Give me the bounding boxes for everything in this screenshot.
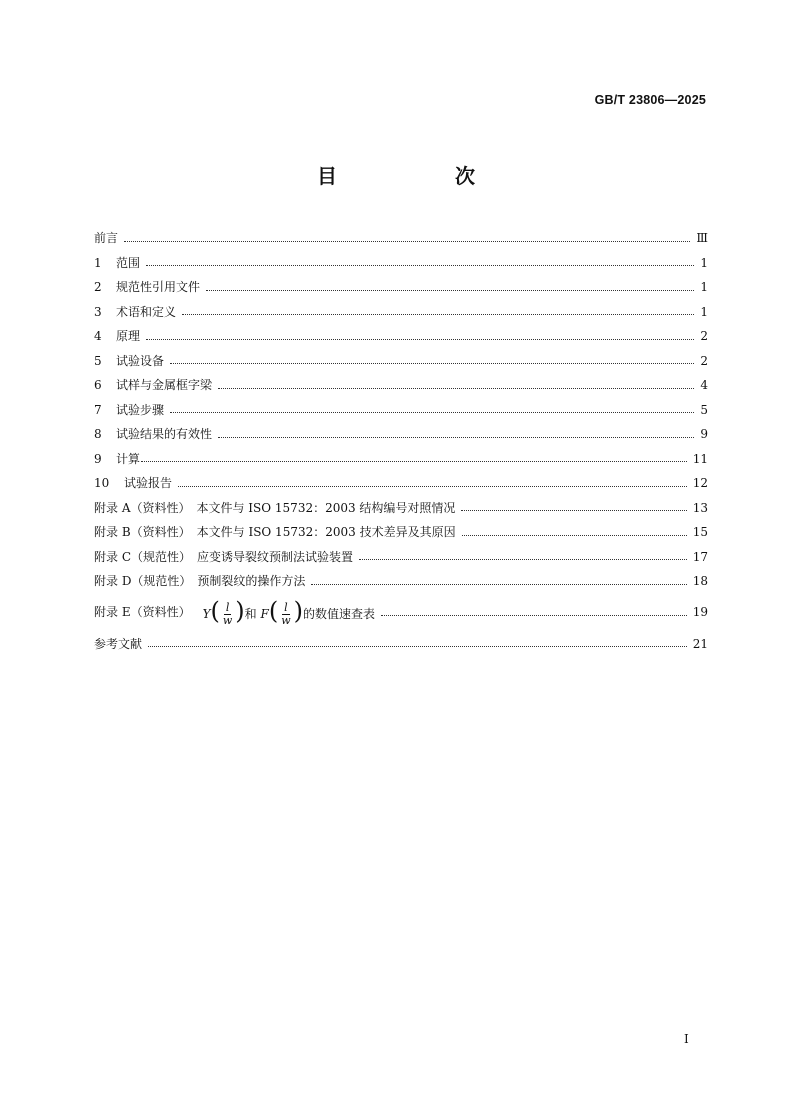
toc-entry-number: 1 xyxy=(94,255,102,270)
toc-entry-label: 计算 xyxy=(116,451,141,466)
toc-entry-3[interactable] xyxy=(94,300,708,325)
toc-entry-foreword[interactable] xyxy=(94,226,708,251)
dot-leader xyxy=(124,241,690,242)
toc-page-number: 2 xyxy=(700,353,708,368)
toc-entry-number: 4 xyxy=(94,329,102,343)
fraction-denominator: w xyxy=(222,613,233,627)
joiner-text: 和 xyxy=(244,606,257,621)
toc-entry-number: 8 xyxy=(94,427,102,441)
toc-entry-9[interactable] xyxy=(94,447,708,472)
toc-page-number: 1 xyxy=(700,280,708,294)
left-paren: ( xyxy=(210,596,220,625)
dot-leader xyxy=(461,510,686,511)
toc-entry-number: 2 xyxy=(94,280,102,294)
formula xyxy=(202,596,376,627)
toc-entry-7[interactable] xyxy=(94,398,708,423)
toc-entry-number: 7 xyxy=(94,402,102,417)
toc-entry-label: 附录 A（资料性） 本文件与 ISO 15732：2003 结构编号对照情况 xyxy=(94,500,456,515)
toc-entry-number: 3 xyxy=(94,304,102,319)
dot-leader xyxy=(148,646,687,647)
toc-entry-8[interactable] xyxy=(94,422,708,447)
fraction-numerator: l xyxy=(225,600,230,614)
dot-leader xyxy=(359,559,687,560)
toc-page-number: 17 xyxy=(692,549,708,564)
toc-entry-6[interactable] xyxy=(94,373,708,398)
toc-entry-label: 试验设备 xyxy=(116,353,165,368)
toc-entry-2[interactable] xyxy=(94,275,708,300)
toc-entry-label: 试样与金属框字梁 xyxy=(116,378,213,392)
fraction-denominator: w xyxy=(281,613,291,627)
dot-leader xyxy=(178,486,687,487)
dot-leader xyxy=(311,584,686,585)
toc-page-number: 18 xyxy=(692,574,708,588)
dot-leader xyxy=(170,363,694,364)
toc-page-number: Ⅲ xyxy=(696,231,708,245)
toc-entry-label: 附录 C（规范性） 应变诱导裂纹预制法试验装置 xyxy=(94,549,353,564)
standard-code: GB/T 23806—2025 xyxy=(594,93,706,107)
toc-page-number: 5 xyxy=(700,402,708,417)
toc-entry-annex-b[interactable] xyxy=(94,520,708,545)
dot-leader xyxy=(146,265,694,266)
toc-entry-label: 前言 xyxy=(94,231,119,245)
toc-entry-label: 附录 B（资料性） 本文件与 ISO 15732：2003 技术差异及其原因 xyxy=(94,525,456,539)
toc-entry-number: 9 xyxy=(94,451,102,466)
dot-leader xyxy=(218,388,694,389)
toc-entry-label: 规范性引用文件 xyxy=(116,280,201,294)
toc-entry-number: 5 xyxy=(94,353,102,368)
toc-entry-label: 范围 xyxy=(116,255,141,270)
right-paren: ) xyxy=(293,596,304,625)
toc-entry-number: 10 xyxy=(94,476,110,490)
table-of-contents xyxy=(94,226,708,656)
toc-entry-label: 试验步骤 xyxy=(116,402,165,417)
fraction xyxy=(221,602,234,627)
dot-leader xyxy=(218,437,694,438)
toc-entry-annex-e[interactable] xyxy=(94,594,708,632)
toc-page-number: 4 xyxy=(700,378,708,392)
toc-entry-label: 试验结果的有效性 xyxy=(116,427,213,441)
fraction xyxy=(279,602,292,627)
toc-page-number: 15 xyxy=(692,525,708,539)
toc-page-number: 13 xyxy=(692,500,708,515)
toc-entry-10[interactable] xyxy=(94,471,708,496)
toc-entry-4[interactable] xyxy=(94,324,708,349)
toc-page-number: 12 xyxy=(692,476,708,490)
function-symbol: Y xyxy=(202,606,211,621)
dot-leader xyxy=(206,290,694,291)
toc-entry-5[interactable] xyxy=(94,349,708,374)
toc-entry-1[interactable] xyxy=(94,251,708,276)
toc-page-number: 19 xyxy=(692,605,708,620)
toc-page-number: 1 xyxy=(700,255,708,270)
toc-page-number: 21 xyxy=(692,636,708,651)
toc-entry-label: 参考文献 xyxy=(94,636,143,651)
toc-entry-annex-a[interactable] xyxy=(94,496,708,521)
right-paren: ) xyxy=(235,596,245,625)
toc-entry-annex-d[interactable] xyxy=(94,569,708,594)
function-symbol: F xyxy=(260,606,269,621)
dot-leader xyxy=(182,314,694,315)
toc-entry-label: 术语和定义 xyxy=(116,304,177,319)
toc-page-number: 9 xyxy=(700,427,708,441)
toc-entry-label: 附录 E（资料性） xyxy=(94,605,191,620)
toc-entry-bibliography[interactable] xyxy=(94,632,708,657)
toc-entry-label: 附录 D（规范性） 预制裂纹的操作方法 xyxy=(94,574,306,588)
dot-leader xyxy=(146,339,694,340)
toc-page-number: 11 xyxy=(692,451,708,466)
toc-entry-label: 试验报告 xyxy=(124,476,173,490)
toc-title: 目 次 xyxy=(317,164,501,188)
fraction-numerator: l xyxy=(284,600,288,614)
dot-leader xyxy=(462,535,687,536)
toc-entry-annex-c[interactable] xyxy=(94,545,708,570)
page-number: I xyxy=(684,1032,689,1046)
toc-entry-number: 6 xyxy=(94,378,102,392)
dot-leader xyxy=(381,615,687,616)
dot-leader xyxy=(141,461,687,462)
toc-entry-label: 原理 xyxy=(116,329,141,343)
left-paren: ( xyxy=(268,596,279,625)
toc-page-number: 2 xyxy=(700,329,708,343)
dot-leader xyxy=(170,412,694,413)
formula-suffix: 的数值速查表 xyxy=(303,606,376,621)
toc-page-number: 1 xyxy=(700,304,708,319)
